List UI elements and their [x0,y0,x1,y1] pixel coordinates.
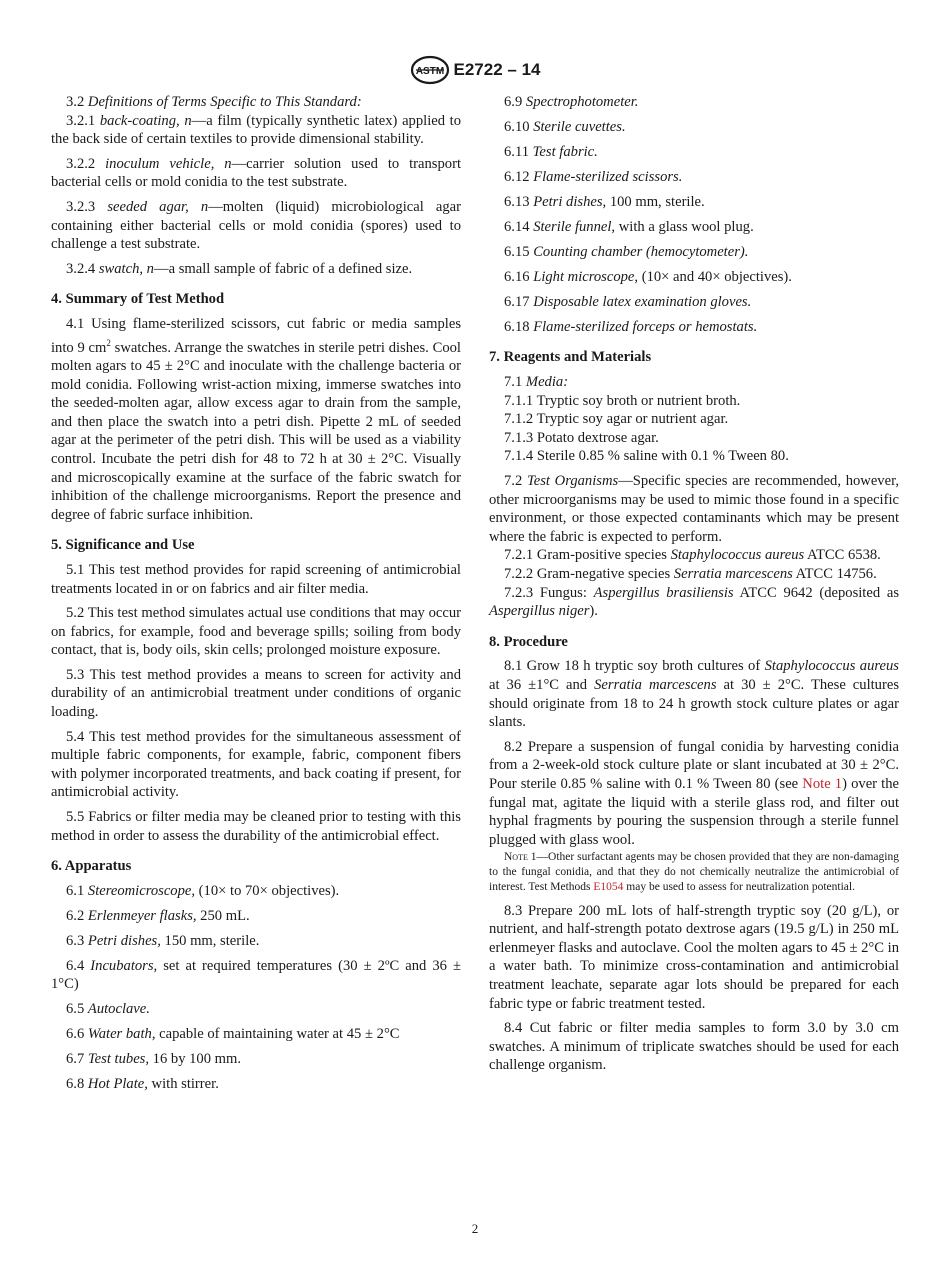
apparatus-6-12: 6.12 Flame-sterilized scissors. [504,168,683,185]
section-3-2-1: 3.2.1 back-coating, n—a film (typically synthetic latex) applied to the back side of certain textiles to provide dimensional stability. [51,112,462,148]
astm-logo-icon [410,55,450,85]
astm-logo-text: ASTM [415,66,444,77]
procedure-8-3: 8.3 Prepare 200 mL lots of half-strength tryptic soy (20 g/L), or nutrient, and half-strength potato dextrose agars (19.5 g/L) in 250 mL erlenmeyer flasks and autoclave. Cool the molten agars to 45 ± 2°C in a water bath. To minimize cross-contamination and antimicrobial treatment leachate, separate agar lots should be prepared for each fabric type or fabric treatment tested. [489,902,899,1012]
note-1-link[interactable]: Note 1 [802,775,843,792]
apparatus-6-17: 6.17 Disposable latex examination gloves. [504,293,752,310]
apparatus-6-14: 6.14 Sterile funnel, with a glass wool plug. [504,218,754,235]
section-3-2: 3.2 Definitions of Terms Specific to This Standard: [66,94,362,110]
procedure-8-4: 8.4 Cut fabric or filter media samples to form 3.0 by 3.0 cm swatches. A minimum of triplicate swatches should be used for each challenge organism. [489,1020,899,1074]
reagent-7-2-3: 7.2.3 Fungus: Aspergillus brasiliensis ATCC 9642 (deposited as Aspergillus niger). [489,584,899,620]
apparatus-6-4: 6.4 Incubators, set at required temperatures (30 ± 2ºC and 36 ± 1°C) [51,957,461,993]
reagent-7-1-3: 7.1.3 Potato dextrose agar. [504,429,659,446]
apparatus-6-8: 6.8 Hot Plate, with stirrer. [66,1076,219,1093]
heading-apparatus: 6. Apparatus [51,858,132,875]
apparatus-6-3: 6.3 Petri dishes, 150 mm, sterile. [66,932,260,949]
section-5-2: 5.2 This test method simulates actual use conditions that may occur on fabrics, for example, food and beverage spills; soiling from body contact, that is, body oils, skin cells; prolonged moisture exposure. [51,605,461,659]
apparatus-6-9: 6.9 Spectrophotometer. [504,94,639,110]
section-4-1: 4.1 Using flame-sterilized scissors, cut fabric or media samples into 9 $cm^2$ swatches. Arrange the swatches in sterile petri dishes. Cool molten agars to 45 ± 2°C and inoculate with the challenge bacteria or mold conidia. Following wrist-action mixing, immerse swatches into the seeded-molten agar, allow excess agar to drain from the sample, and then place the swatch into a petri dish. Pipette 2 mL of seeded agar at the perimeter of the petri dish. This will be used as a viability control. Incubate the petri dish for 48 to 72 h at 30 ± 2°C. Visually and microscopically examine at the surface of the fabric swatch for inhibition of the challenge microorganisms. Report the presence and degree of fabric surface inhibition. [51,315,461,523]
heading-significance: 5. Significance and Use [51,537,195,554]
heading-reagents: 7. Reagents and Materials [489,349,652,366]
apparatus-6-6: 6.6 Water bath, capable of maintaining water at 45 ± 2°C [66,1026,400,1043]
apparatus-6-1: 6.1 Stereomicroscope, (10× to 70× objectives). [66,882,340,899]
apparatus-6-13: 6.13 Petri dishes, 100 mm, sterile. [504,193,705,210]
apparatus-6-16: 6.16 Light microscope, (10× and 40× objectives). [504,268,792,285]
page-number: 2 [471,1221,479,1236]
section-5-5: 5.5 Fabrics or filter media may be cleaned prior to testing with this method in order to assess the durability of the antimicrobial effect. [51,809,461,844]
procedure-8-1: 8.1 Grow 18 h tryptic soy broth cultures of Staphylococcus aureus at 36 ±1°C and Serratia marcescens at 30 ± 2°C. These cultures should originate from 18 to 24 h growth stock culture plates or agar slants. [489,658,900,731]
note-1: Note 1—Other surfactant agents may be chosen provided that they are non-damaging to the fungal conidia, and that they do not chemically neutralize the antimicrobial of interest. Test Methods E1054 may be used to assess for neutralization potential. [489,851,899,893]
apparatus-6-2: 6.2 Erlenmeyer flasks, 250 mL. [66,907,250,924]
section-3-2-2: 3.2.2 inoculum vehicle, n—carrier solution used to transport bacterial cells or mold conidia to the test substrate. [51,155,461,191]
apparatus-6-7: 6.7 Test tubes, 16 by 100 mm. [66,1051,242,1068]
section-5-3: 5.3 This test method provides a means to screen for activity and durability of an antimicrobial treatment under conditions of organic loading. [51,666,461,721]
apparatus-6-5: 6.5 Autoclave. [66,1001,150,1018]
reagent-7-2: 7.2 Test Organisms—Specific species are recommended, however, other microorganisms may be used to mimic those found in a specific environment, or those expected contaminants which may be present where the fabric is expected to perform. [489,473,900,545]
reagent-7-2-2: 7.2.2 Gram-negative species Serratia marcescens ATCC 14756. [504,565,877,582]
left-column [51,93,461,1100]
reagent-7-1-4: 7.1.4 Sterile 0.85 % saline with 0.1 % Tween 80. [504,448,789,465]
heading-procedure: 8. Procedure [489,633,568,650]
procedure-8-2: 8.2 Prepare a suspension of fungal conidia by harvesting conidia from a 2-week-old stock culture plate or slant incubated at 30 ± 2°C. Pour sterile 0.85 % saline with 0.1 % Tween 80 (see Note 1) over the fungal mat, agitate the liquid with a sterile glass rod, and filter out hyphal fragments by pouring the suspension through a sterile funnel plugged with glass wool. [489,738,899,848]
e1054-link[interactable]: E1054 [593,880,624,893]
reagent-7-1: 7.1 Media: [504,374,569,391]
reagent-7-2-1: 7.2.1 Gram-positive species Staphylococcus aureus ATCC 6538. [504,547,881,564]
section-3-2-3: 3.2.3 seeded agar, n—molten (liquid) microbiological agar containing either bacterial cells or mold conidia (spores) used to challenge a test substrate. [51,198,462,253]
apparatus-6-18: 6.18 Flame-sterilized forceps or hemostats. [504,318,758,335]
section-5-1: 5.1 This test method provides for rapid screening of antimicrobial treatments located in or on fabrics and air filter media. [51,561,461,597]
reagent-7-1-2: 7.1.2 Tryptic soy agar or nutrient agar. [504,411,729,428]
heading-summary: 4. Summary of Test Method [51,291,225,308]
apparatus-6-15: 6.15 Counting chamber (hemocytometer). [504,243,749,260]
document-code: E2722 – 14 [453,60,541,79]
apparatus-6-10: 6.10 Sterile cuvettes. [504,118,626,135]
section-3-2-4: 3.2.4 swatch, n—a small sample of fabric of a defined size. [66,260,413,277]
section-5-4: 5.4 This test method provides for the simultaneous assessment of multiple fabric components, for example, fabric, component fibers with polymer incorporated treatments, and back coating if present, for antimicrobial activity. [51,728,461,801]
right-column [489,93,899,1081]
apparatus-6-11: 6.11 Test fabric. [504,143,598,160]
reagent-7-1-1: 7.1.1 Tryptic soy broth or nutrient broth. [504,392,741,409]
page-header [0,55,950,85]
